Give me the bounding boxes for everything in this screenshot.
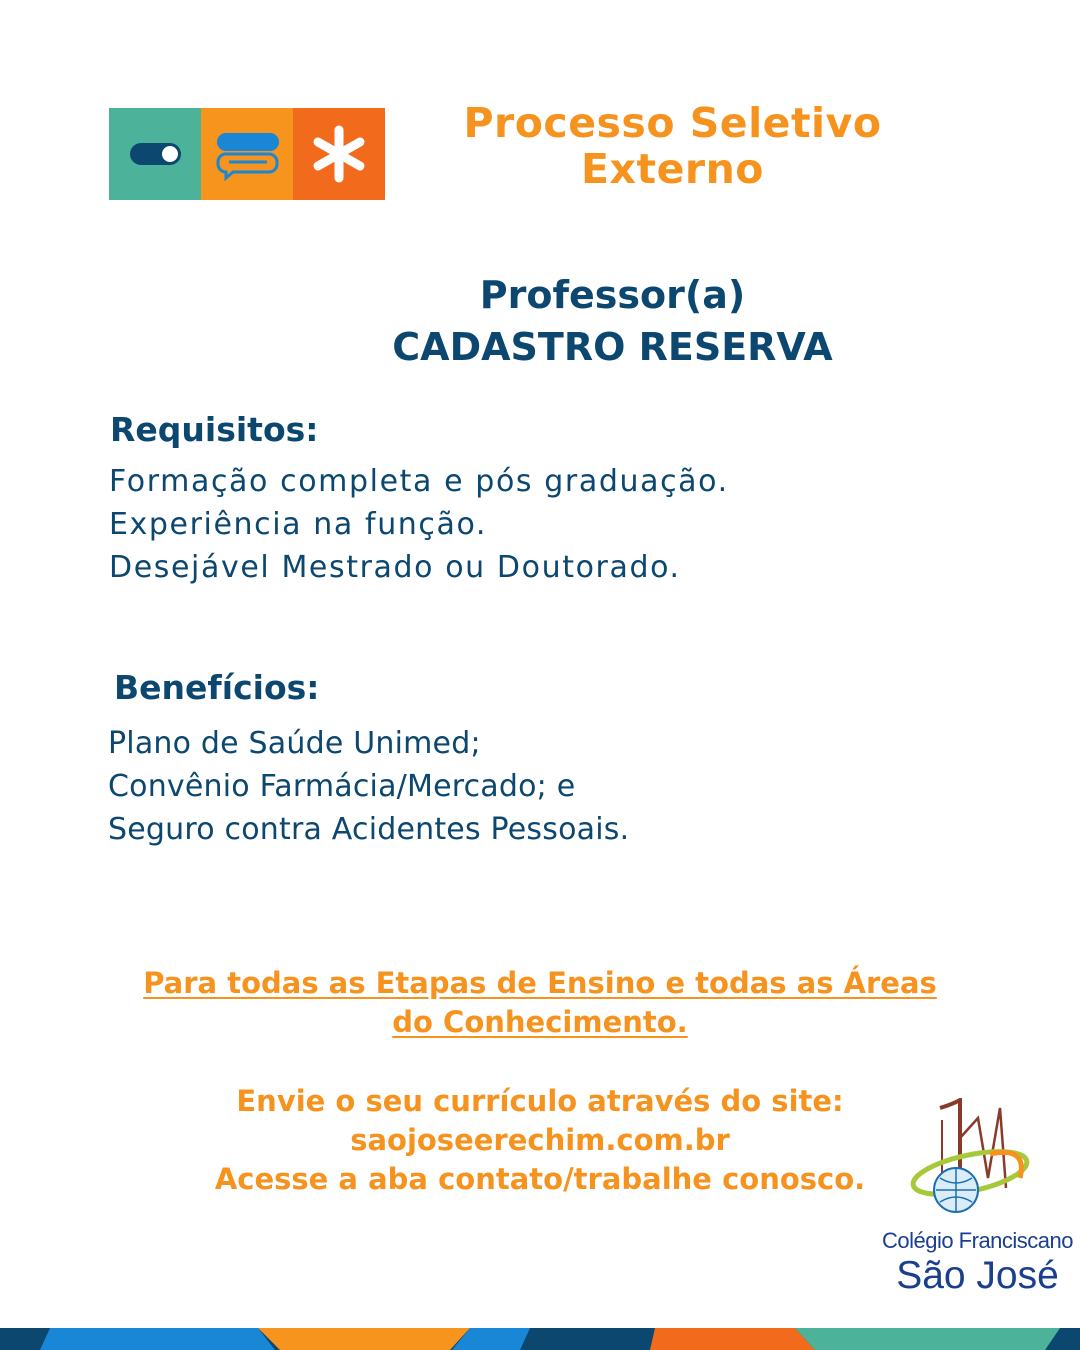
school-name-line-1: Colégio Franciscano: [881, 1228, 1074, 1253]
toggle-icon: [109, 108, 201, 200]
areas-notice-line-2: do Conhecimento.: [392, 1005, 688, 1039]
requirements-heading: Requisitos:: [110, 410, 319, 449]
title-line-2: Externo: [581, 145, 764, 193]
school-name-line-2: São José: [896, 1254, 1059, 1297]
list-item: Convênio Farmácia/Mercado; e: [108, 769, 576, 804]
areas-notice-line-1: Para todas as Etapas de Ensino e todas as Áreas: [143, 966, 937, 1000]
role-subtitle: CADASTRO RESERVA: [392, 325, 833, 369]
page-title: [420, 100, 925, 192]
contact-line-3: Acesse a aba contato/trabalhe conosco.: [214, 1162, 866, 1196]
list-item: Seguro contra Acidentes Pessoais.: [108, 812, 630, 847]
contact-line-1: Envie o seu currículo através do site:: [236, 1084, 844, 1118]
website-link[interactable]: saojoseerechim.com.br: [350, 1123, 730, 1157]
decorative-footer-stripe: [0, 1328, 1080, 1350]
list-item: Formação completa e pós graduação.: [109, 464, 729, 499]
areas-notice: [100, 964, 980, 1042]
asterisk-icon: [293, 108, 385, 200]
role-heading: [380, 272, 845, 376]
brand-icon-blocks: [109, 108, 385, 200]
title-line-1: Processo Seletivo: [463, 99, 882, 147]
requirements-list: [109, 460, 729, 589]
list-item: Experiência na função.: [109, 507, 488, 542]
contact-info: [150, 1082, 930, 1199]
role-title: Professor(a): [479, 273, 746, 317]
benefits-list: [108, 722, 629, 851]
benefits-heading: Benefícios:: [114, 668, 320, 707]
list-item: Desejável Mestrado ou Doutorado.: [109, 550, 681, 585]
list-item: Plano de Saúde Unimed;: [108, 726, 481, 761]
chat-bubbles-icon: [201, 108, 293, 200]
